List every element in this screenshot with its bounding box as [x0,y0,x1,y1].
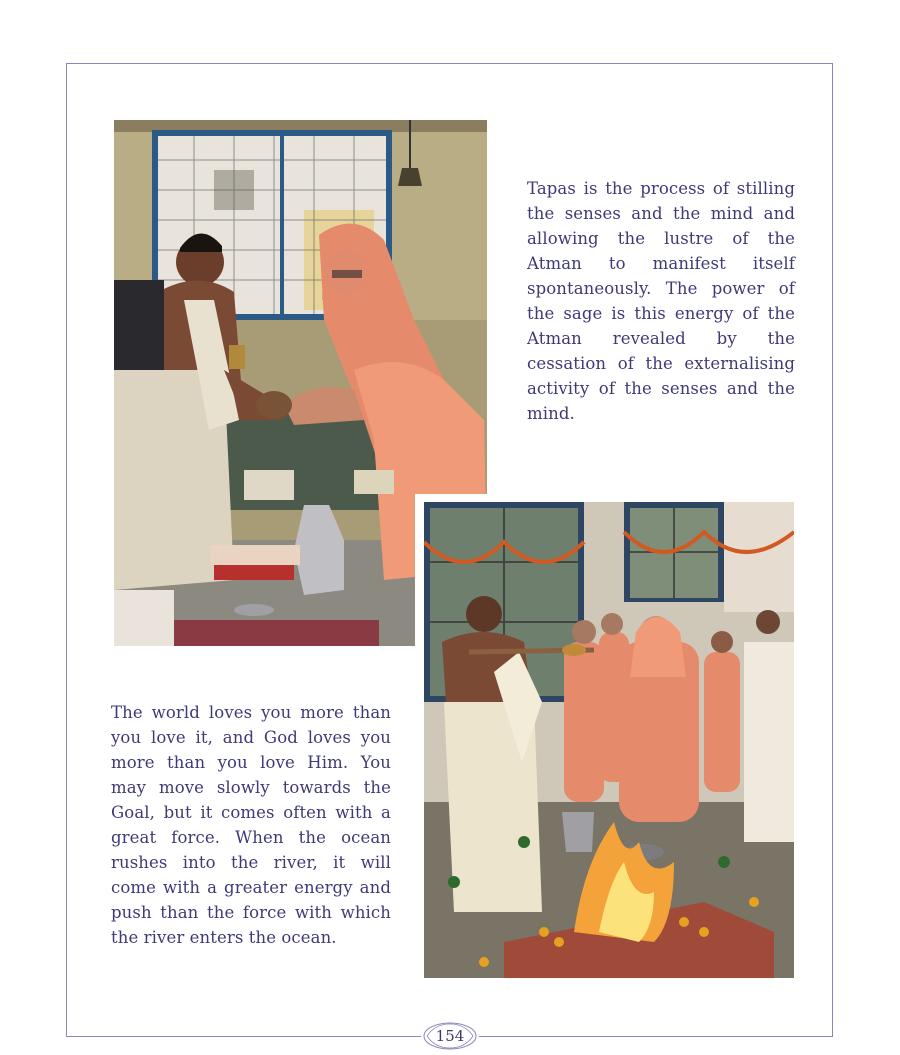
quote-world-loves: The world loves you more than you love it, and God loves you more than you love Him. You may move slowly towards the Goal, but it comes often with a great force. When the ocean rushes into the river, it will come with a greater energy and push than the force with which the river enters the ocean. [111,703,391,947]
quote-tapas: Tapas is the process of stilling the senses and the mind and allowing the lustre of the Atman to manifest itself spontaneously. The power of the sage is this energy of the Atman revealed by the cessation of the externalising activity of the senses and the mind. [527,179,795,423]
ritual-photo-bottom [424,502,794,978]
page-number-ornament [421,1020,479,1052]
page-number: 154 [435,1027,465,1045]
